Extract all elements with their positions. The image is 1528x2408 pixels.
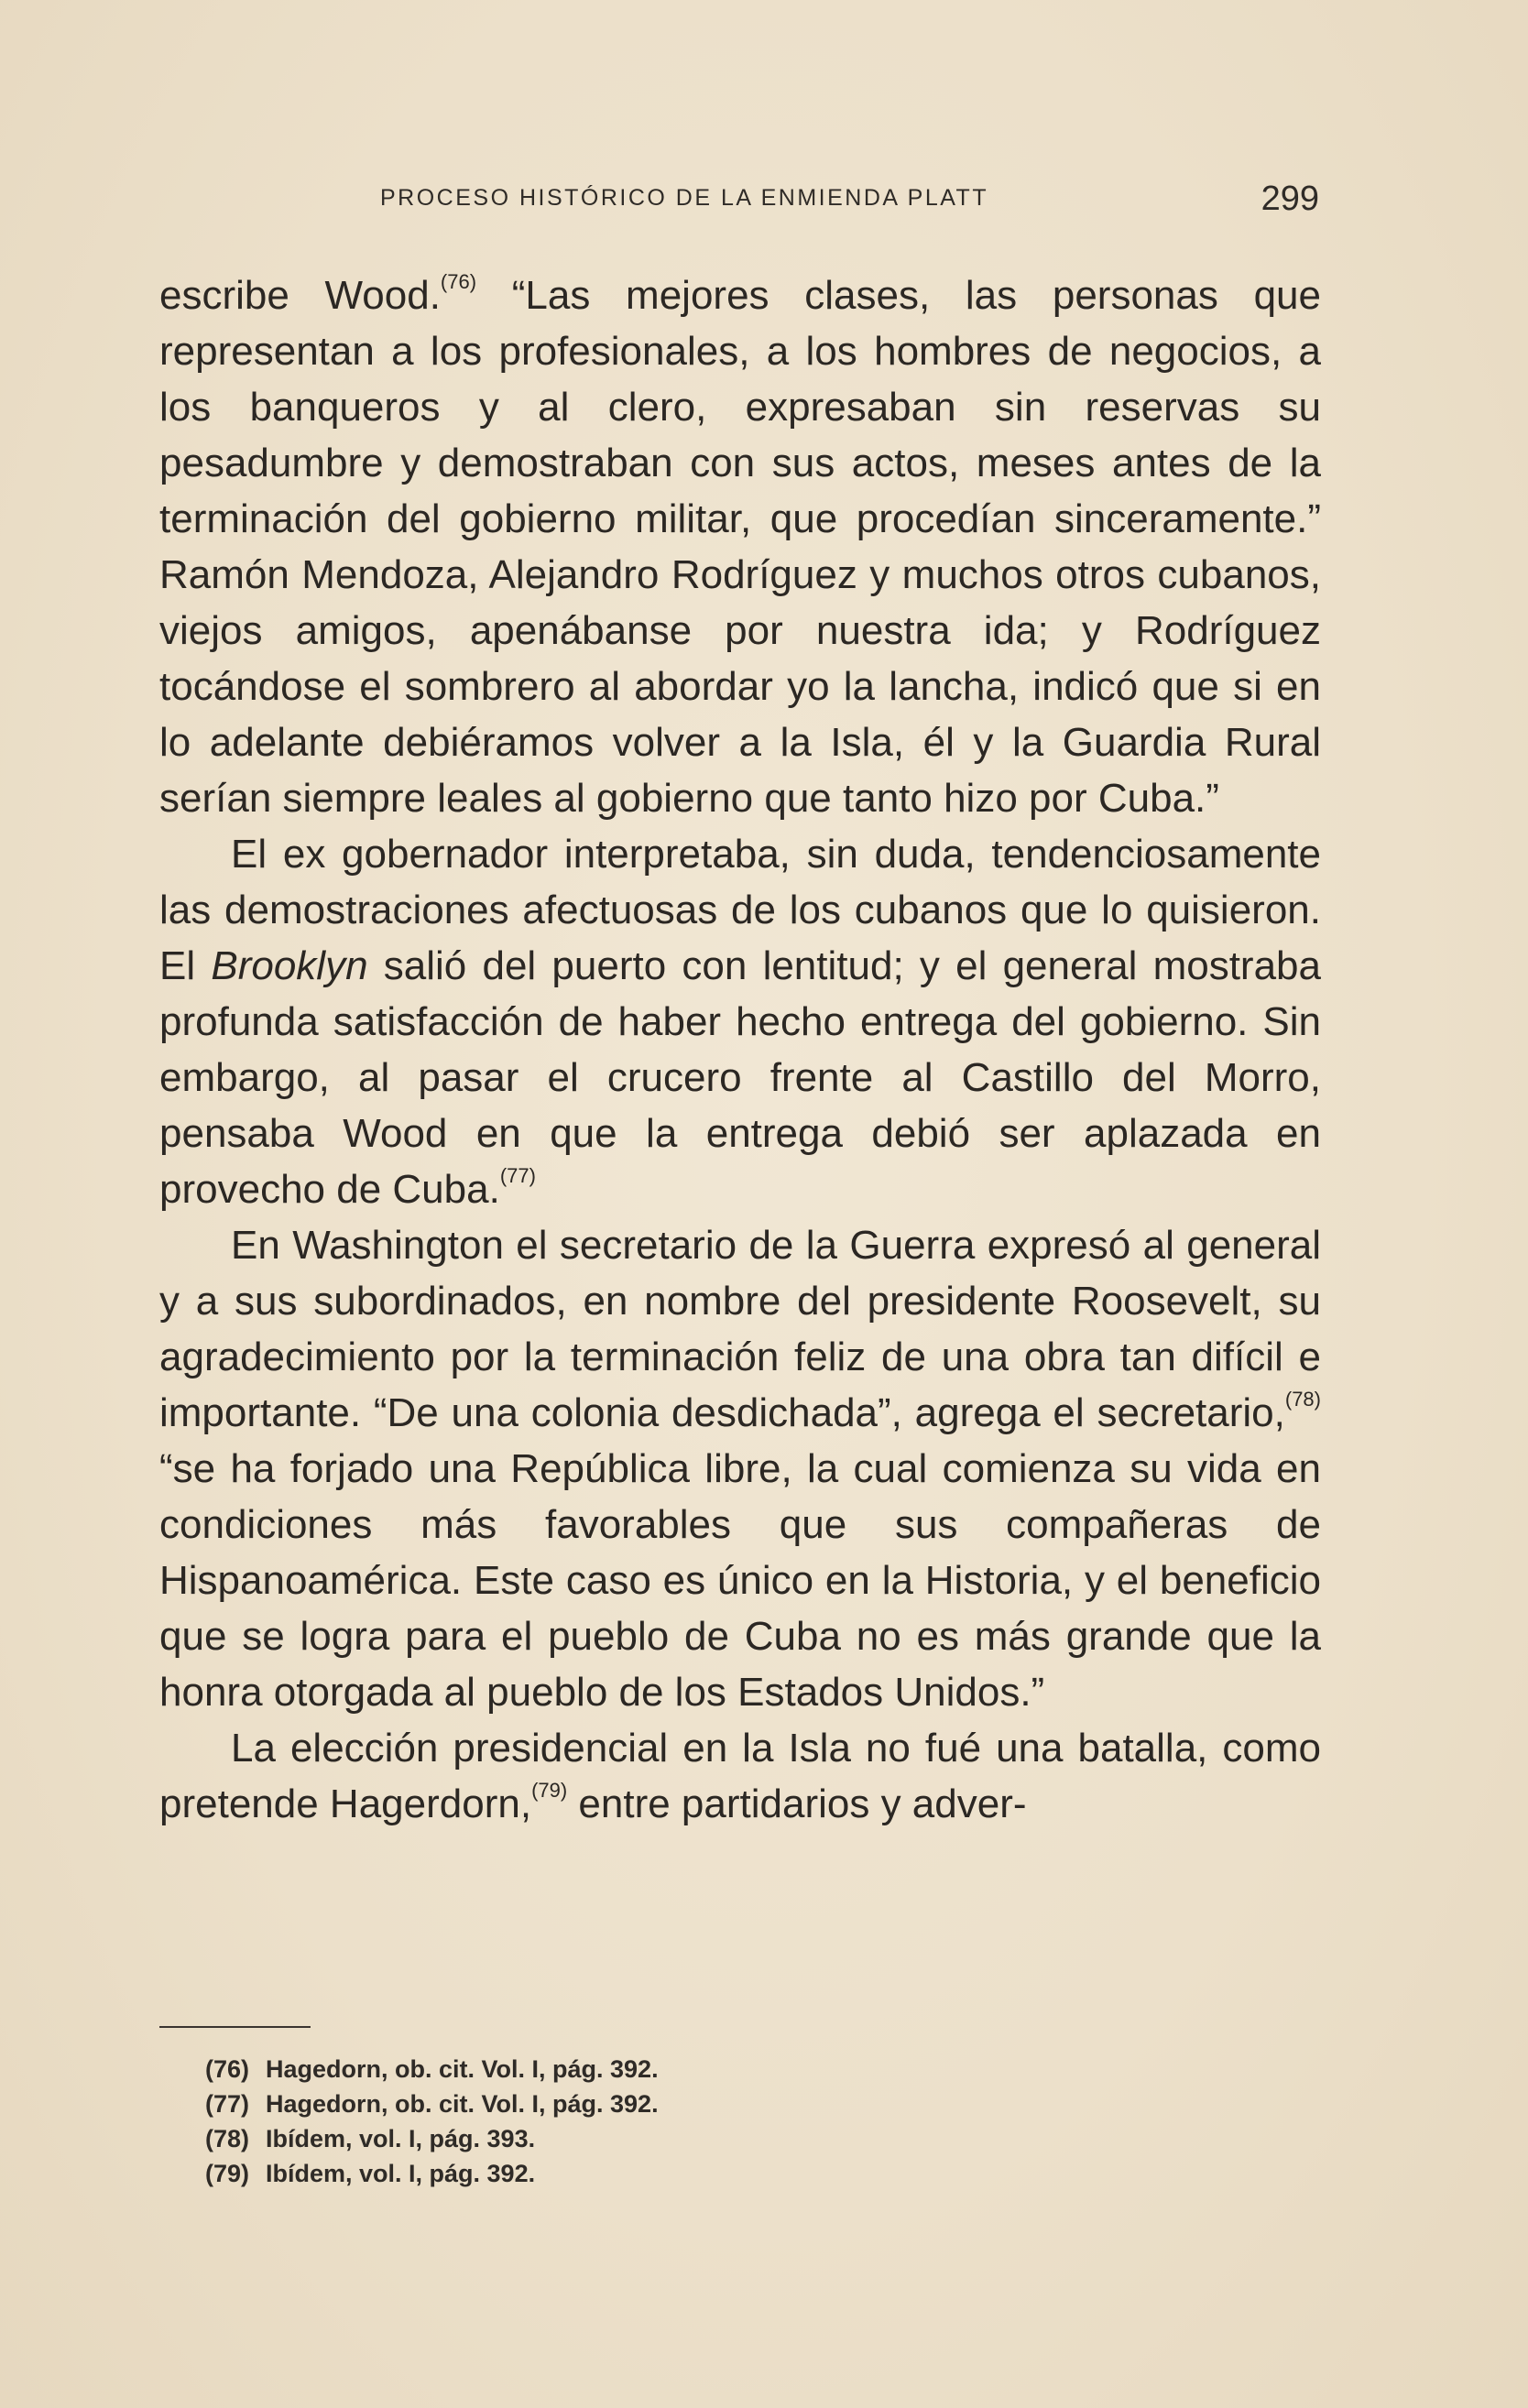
footnote-mark: (77) xyxy=(205,2090,250,2118)
paragraph xyxy=(159,1217,1321,1720)
paragraph xyxy=(159,1720,1321,1832)
footnote-mark: (79) xyxy=(205,2160,250,2187)
paragraph xyxy=(159,267,1321,826)
footnote-reference: (79) xyxy=(531,1779,568,1802)
footnote-mark: (76) xyxy=(205,2055,250,2083)
page-number: 299 xyxy=(1261,180,1319,218)
body-text xyxy=(159,267,1321,1832)
footnote-reference: (77) xyxy=(499,1164,536,1187)
paragraph-text: En Washington el secretario de la Guerra expresó al general y a sus subordinados, en nombre del presidente Roosevelt, su agradecimiento por la terminación feliz de una obra tan difícil e importante. “De una colonia desdichada”, agrega el secretario, xyxy=(159,1223,1321,1435)
paragraph-text: La elección presidencial en la Isla no fué una batalla, como pretende Hagerdorn, xyxy=(159,1726,1321,1826)
running-title: PROCESO HISTÓRICO DE LA ENMIENDA PLATT xyxy=(380,185,989,211)
footnote-reference: (76) xyxy=(440,270,477,293)
footnote-reference: (78) xyxy=(1284,1388,1321,1411)
footnote-text: Hagedorn, ob. cit. Vol. I, pág. 392. xyxy=(266,2055,659,2083)
paragraph-text: “se ha forjado una República libre, la cual comienza su vida en condiciones más favorables que sus compañeras de Hispanoamérica. Este caso es único en la Historia, y el beneficio que se logra para el pueblo de Cuba no es más grande que la honra otorgada al pueblo de los Estados Unidos.” xyxy=(159,1446,1321,1715)
paragraph-text: escribe Wood. xyxy=(159,273,441,318)
running-head xyxy=(160,180,1319,225)
paragraph xyxy=(159,826,1321,1217)
paragraph-text: salió del puerto con lentitud; y el general mostraba profunda satisfacción de haber hecho entrega del gobierno. Sin embargo, al pasar el crucero frente al Castillo del Morro, pensaba Wood en que la entrega debió ser aplazada en provecho de Cuba. xyxy=(159,943,1321,1212)
footnote xyxy=(205,2121,1030,2156)
footnote xyxy=(205,2156,1030,2191)
footnote xyxy=(205,2087,1030,2121)
paragraph-text: “Las mejores clases, las personas que representan a los profesionales, a los hombres de negocios, a los banqueros y al clero, expresaban sin reservas su pesadumbre y demostraban con sus actos, meses antes de la terminación del gobierno militar, que procedían sinceramente.” Ramón Mendoza, Alejandro Rodríguez y muchos otros cubanos, viejos amigos, apenábanse por nuestra ida; y Rodríguez tocándose el sombrero al abordar yo la lancha, indicó que si en lo adelante debiéramos volver a la Isla, él y la Guardia Rural serían siempre leales al gobierno que tanto hizo por Cuba.” xyxy=(159,273,1321,821)
footnote-text: Ibídem, vol. I, pág. 392. xyxy=(266,2160,536,2187)
paragraph-text: entre partidarios y adver- xyxy=(567,1781,1027,1826)
footnote-text: Ibídem, vol. I, pág. 393. xyxy=(266,2125,536,2152)
footnote-mark: (78) xyxy=(205,2125,250,2152)
paragraph-text: El ex gobernador interpretaba, sin duda, tendenciosamente las demostraciones afectuosas de los cubanos que lo quisieron. El xyxy=(159,832,1321,988)
footnote-divider xyxy=(159,2026,311,2028)
footnote-text: Hagedorn, ob. cit. Vol. I, pág. 392. xyxy=(266,2090,659,2118)
footnote xyxy=(205,2052,1030,2087)
ship-name: Brooklyn xyxy=(211,943,368,988)
footnotes xyxy=(205,2052,1030,2191)
